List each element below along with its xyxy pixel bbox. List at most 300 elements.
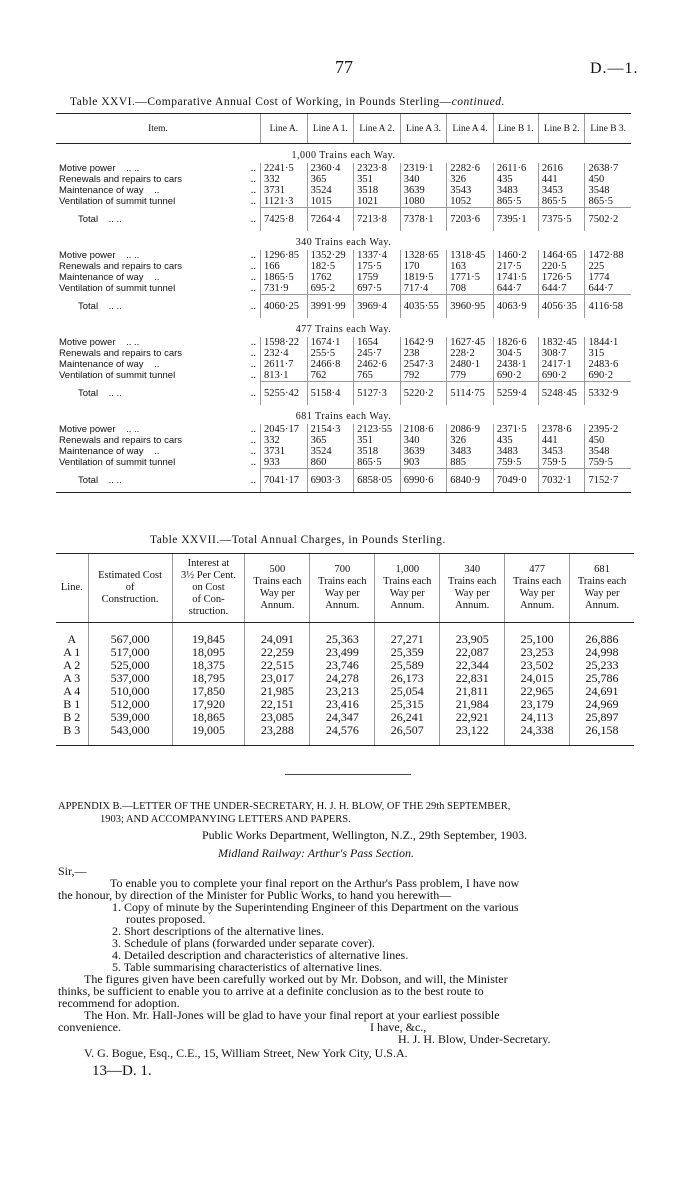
letter-item-2: 2. Short descriptions of the alternative lines. (112, 924, 324, 938)
value-cell: 4035·55 (400, 295, 447, 319)
value-cell: 1121·3 (261, 196, 308, 208)
dot-leader: .. (154, 446, 160, 457)
value-cell: 19,845 (172, 623, 245, 647)
value-cell: 17,850 (172, 685, 245, 698)
section-heading-row (56, 318, 631, 337)
value-cell: 1460·2 (493, 250, 538, 261)
value-cell: 525,000 (88, 659, 172, 672)
table-row (56, 163, 631, 174)
row-label (56, 359, 242, 370)
value-cell: 1328·65 (400, 250, 447, 261)
value-cell: 2123·55 (354, 424, 401, 435)
column-header-line: Annum. (455, 600, 490, 611)
value-cell: 22,151 (245, 698, 310, 711)
column-header-line: 340 (464, 564, 481, 575)
total-row (56, 295, 631, 319)
table-row (56, 348, 631, 359)
value-cell: 7378·1 (400, 208, 447, 232)
value-cell: 22,344 (440, 659, 505, 672)
value-cell: 1819·5 (400, 272, 447, 283)
value-cell: 25,363 (310, 623, 375, 647)
value-cell: 25,786 (570, 672, 634, 685)
line-cell: B 1 (63, 697, 81, 711)
value-cell: 25,359 (375, 646, 440, 659)
value-cell: 22,831 (440, 672, 505, 685)
value-cell: 1627·45 (447, 337, 494, 348)
value-cell: 7041·17 (261, 469, 308, 493)
value-cell: 3991·99 (307, 295, 354, 319)
value-cell: 7375·5 (538, 208, 585, 232)
value-cell: 3483 (447, 446, 494, 457)
value-cell: 255·5 (307, 348, 354, 359)
row-label-text: Maintenance of way (59, 272, 144, 283)
value-cell: 2319·1 (400, 163, 447, 174)
value-cell: 2378·6 (538, 424, 585, 435)
value-cell: 1352·29 (307, 250, 354, 261)
table-row (56, 359, 631, 370)
value-cell: 517,000 (88, 646, 172, 659)
value-cell: 731·9 (261, 283, 308, 295)
value-cell: 865·5 (354, 457, 401, 469)
value-cell: 27,271 (375, 623, 440, 647)
value-cell: 7213·8 (354, 208, 401, 232)
row-leader: .. (250, 250, 257, 261)
column-header (172, 554, 245, 623)
row-label (56, 424, 242, 435)
table-row (56, 283, 631, 295)
value-cell: 2154·3 (307, 424, 354, 435)
value-cell: 1598·22 (261, 337, 308, 348)
row-label (56, 382, 242, 406)
column-header (505, 554, 570, 623)
appendix-heading (58, 800, 638, 826)
row-label (56, 250, 242, 261)
value-cell: 2323·8 (354, 163, 401, 174)
column-header-line: Interest at (187, 558, 230, 569)
table-row (56, 337, 631, 348)
row-label-text: Motive power (59, 163, 116, 174)
row-label (56, 196, 242, 208)
value-cell: 23,288 (245, 724, 310, 746)
row-leader: .. (250, 283, 257, 294)
value-cell: 22,965 (505, 685, 570, 698)
column-header (310, 554, 375, 623)
table-26-title (70, 96, 505, 108)
row-label-text: Motive power (59, 250, 116, 261)
value-cell: 537,000 (88, 672, 172, 685)
letter-item-1-line-1: 1. Copy of minute by the Superintending Engineer of this Department on the various (112, 900, 519, 914)
table-row (56, 196, 631, 208)
value-cell: 22,259 (245, 646, 310, 659)
value-cell: 23,017 (245, 672, 310, 685)
dot-leader: .. .. (108, 300, 122, 312)
table-row (56, 724, 634, 746)
row-label-text: Ventilation of summit tunnel (59, 283, 176, 294)
column-header-line: Trains each (383, 576, 432, 587)
row-leader: .. (250, 387, 257, 399)
value-cell: 3518 (354, 446, 401, 457)
row-label (56, 457, 242, 469)
value-cell: 3483 (493, 185, 538, 196)
value-cell: 2611·7 (261, 359, 308, 370)
value-cell: 166 (261, 261, 308, 272)
letter-salutation: Sir,— (58, 864, 87, 878)
value-cell: 21,811 (440, 685, 505, 698)
value-cell: 25,233 (570, 659, 634, 672)
value-cell: 3524 (307, 446, 354, 457)
value-cell: 18,865 (172, 711, 245, 724)
value-cell: 175·5 (354, 261, 401, 272)
value-cell: 5114·75 (447, 382, 494, 406)
column-header-line: Way per (259, 588, 295, 599)
row-label-text: Total (78, 300, 99, 312)
value-cell: 5127·3 (354, 382, 401, 406)
value-cell: 24,015 (505, 672, 570, 685)
value-cell: 351 (354, 435, 401, 446)
value-cell: 3483 (493, 446, 538, 457)
dot-leader: .. (154, 185, 160, 196)
value-cell: 3548 (585, 185, 631, 196)
value-cell: 26,158 (570, 724, 634, 746)
value-cell: 6858·05 (354, 469, 401, 493)
table-26-item-header: Item. (56, 114, 261, 144)
value-cell: 6990·6 (400, 469, 447, 493)
column-header-line: Trains each (318, 576, 367, 587)
row-leader: .. (250, 359, 257, 370)
column-header-line: 477 (529, 564, 545, 575)
letter-closing: I have, &c., (370, 1020, 427, 1034)
line-cell: A 3 (63, 671, 81, 685)
value-cell: 23,179 (505, 698, 570, 711)
value-cell: 18,795 (172, 672, 245, 685)
value-cell: 708 (447, 283, 494, 295)
table-row (56, 446, 631, 457)
value-cell: 450 (585, 174, 631, 185)
value-cell: 1674·1 (307, 337, 354, 348)
column-header (375, 554, 440, 623)
value-cell: 2360·4 (307, 163, 354, 174)
row-leader: .. (250, 196, 257, 207)
line-cell: A 2 (63, 658, 81, 672)
line-cell: A 1 (63, 645, 81, 659)
value-cell: 22,087 (440, 646, 505, 659)
letter-para-1-line-2: the honour, by direction of the Minister for Public Works, to hand you herewith— (58, 888, 452, 902)
value-cell: 1741·5 (493, 272, 538, 283)
column-header-line: of (125, 582, 135, 593)
column-header-line: Trains each (448, 576, 497, 587)
value-cell: 539,000 (88, 711, 172, 724)
value-cell: 3969·4 (354, 295, 401, 319)
value-cell: 332 (261, 174, 308, 185)
section-heading: 477 Trains each Way. (295, 324, 392, 335)
value-cell: 765 (354, 370, 401, 382)
value-cell: 4063·9 (493, 295, 538, 319)
section-heading: 340 Trains each Way. (295, 237, 392, 248)
row-label (56, 261, 242, 272)
value-cell: 24,091 (245, 623, 310, 647)
document-reference: D.—1. (590, 60, 639, 77)
dot-leader: .. .. (126, 337, 140, 348)
column-header: Line A 4. (447, 114, 494, 144)
value-cell: 25,589 (375, 659, 440, 672)
value-cell: 4060·25 (261, 295, 308, 319)
value-cell: 690·2 (538, 370, 585, 382)
column-header-line: Way per (454, 588, 490, 599)
value-cell: 19,005 (172, 724, 245, 746)
value-cell: 2108·6 (400, 424, 447, 435)
row-label-text: Maintenance of way (59, 446, 144, 457)
value-cell: 1762 (307, 272, 354, 283)
table-26-title-main: Table XXVI.—Comparative Annual Cost of Working, in Pounds Sterling— (70, 96, 452, 108)
total-row (56, 382, 631, 406)
value-cell: 1774 (585, 272, 631, 283)
value-cell: 245·7 (354, 348, 401, 359)
row-leader: .. (250, 457, 257, 468)
value-cell: 644·7 (493, 283, 538, 295)
value-cell: 1021 (354, 196, 401, 208)
value-cell: 1015 (307, 196, 354, 208)
letter-para-2-line-3: recommend for adoption. (58, 996, 180, 1010)
value-cell: 232·4 (261, 348, 308, 359)
value-cell: 304·5 (493, 348, 538, 359)
total-row (56, 208, 631, 232)
column-header-line: 681 (594, 564, 610, 575)
value-cell: 22,921 (440, 711, 505, 724)
table-row (56, 250, 631, 261)
value-cell: 1318·45 (447, 250, 494, 261)
value-cell: 933 (261, 457, 308, 469)
letter-item-5: 5. Table summarising characteristics of alternative lines. (112, 960, 383, 974)
value-cell: 23,905 (440, 623, 505, 647)
value-cell: 1337·4 (354, 250, 401, 261)
value-cell: 1865·5 (261, 272, 308, 283)
value-cell: 228·2 (447, 348, 494, 359)
value-cell: 24,691 (570, 685, 634, 698)
row-leader: .. (250, 300, 257, 312)
value-cell: 2241·5 (261, 163, 308, 174)
value-cell: 23,213 (310, 685, 375, 698)
column-header-line: Annum. (390, 600, 425, 611)
value-cell: 22,515 (245, 659, 310, 672)
row-label (56, 295, 242, 319)
letter-signature: H. J. H. Blow, Under-Secretary. (398, 1032, 551, 1046)
dot-leader: .. .. (126, 424, 140, 435)
section-heading: 1,000 Trains each Way. (291, 150, 396, 161)
value-cell: 21,985 (245, 685, 310, 698)
value-cell: 3548 (585, 446, 631, 457)
value-cell: 3639 (400, 185, 447, 196)
row-label-text: Renewals and repairs to cars (59, 348, 183, 359)
value-cell: 326 (447, 174, 494, 185)
column-header (56, 554, 88, 623)
value-cell: 759·5 (493, 457, 538, 469)
letter-address: Public Works Department, Wellington, N.Z., 29th September, 1903. (202, 828, 528, 842)
table-row (56, 457, 631, 469)
value-cell: 18,095 (172, 646, 245, 659)
value-cell: 2466·8 (307, 359, 354, 370)
table-row (56, 261, 631, 272)
row-label (56, 435, 242, 446)
table-27 (56, 553, 634, 746)
value-cell: 690·2 (585, 370, 631, 382)
column-header-line: Trains each (253, 576, 302, 587)
value-cell: 697·5 (354, 283, 401, 295)
value-cell: 759·5 (585, 457, 631, 469)
table-row (56, 424, 631, 435)
row-label-text: Maintenance of way (59, 185, 144, 196)
value-cell: 1759 (354, 272, 401, 283)
value-cell: 3731 (261, 185, 308, 196)
row-label (56, 446, 242, 457)
value-cell: 690·2 (493, 370, 538, 382)
value-cell: 2483·6 (585, 359, 631, 370)
value-cell: 25,897 (570, 711, 634, 724)
section-divider (285, 774, 411, 775)
value-cell: 365 (307, 435, 354, 446)
row-label-text: Maintenance of way (59, 359, 144, 370)
row-label-text: Motive power (59, 337, 116, 348)
line-cell: B 2 (63, 710, 81, 724)
value-cell: 5158·4 (307, 382, 354, 406)
value-cell: 5220·2 (400, 382, 447, 406)
value-cell: 163 (447, 261, 494, 272)
sheet-reference: 13—D. 1. (92, 1063, 152, 1079)
table-26 (56, 113, 631, 493)
value-cell: 5248·45 (538, 382, 585, 406)
letter-para-1-line-1: To enable you to complete your final report on the Arthur's Pass problem, I have now (110, 876, 520, 890)
value-cell: 2395·2 (585, 424, 631, 435)
value-cell: 26,241 (375, 711, 440, 724)
value-cell: 351 (354, 174, 401, 185)
value-cell: 885 (447, 457, 494, 469)
column-header (88, 554, 172, 623)
letter-para-3-line-2: convenience. (58, 1020, 121, 1034)
appendix-heading-line-2: 1903; AND ACCOMPANYING LETTERS AND PAPERS. (100, 814, 351, 825)
value-cell: 3639 (400, 446, 447, 457)
total-row (56, 469, 631, 493)
appendix-heading-line-1: APPENDIX B.—LETTER OF THE UNDER-SECRETARY, H. J. H. BLOW, OF THE 29th SEPTEMBER, (58, 801, 511, 812)
column-header-line: Annum. (584, 600, 620, 611)
value-cell: 308·7 (538, 348, 585, 359)
row-label-text: Motive power (59, 424, 116, 435)
row-leader: .. (250, 185, 257, 196)
value-cell: 1771·5 (447, 272, 494, 283)
value-cell: 340 (400, 435, 447, 446)
value-cell: 1464·65 (538, 250, 585, 261)
value-cell: 510,000 (88, 685, 172, 698)
column-header: Line B 1. (493, 114, 538, 144)
value-cell: 441 (538, 435, 585, 446)
column-header (245, 554, 310, 623)
row-label (56, 337, 242, 348)
value-cell: 24,576 (310, 724, 375, 746)
row-leader: .. (250, 272, 257, 283)
column-header-line: Annum. (520, 600, 555, 611)
value-cell: 238 (400, 348, 447, 359)
value-cell: 512,000 (88, 698, 172, 711)
value-cell: 365 (307, 174, 354, 185)
row-label (56, 370, 242, 382)
value-cell: 865·5 (493, 196, 538, 208)
value-cell: 2371·5 (493, 424, 538, 435)
value-cell: 6903·3 (307, 469, 354, 493)
letter-item-3: 3. Schedule of plans (forwarded under separate cover). (112, 936, 375, 950)
column-header-line: Way per (389, 588, 425, 599)
value-cell: 792 (400, 370, 447, 382)
column-header: Line B 2. (538, 114, 585, 144)
value-cell: 2438·1 (493, 359, 538, 370)
column-header-line: Construction. (101, 594, 159, 605)
row-leader: .. (250, 348, 257, 359)
value-cell: 1844·1 (585, 337, 631, 348)
table-row (56, 370, 631, 382)
row-label-text: Renewals and repairs to cars (59, 435, 183, 446)
table-row (56, 174, 631, 185)
value-cell: 25,054 (375, 685, 440, 698)
value-cell: 3453 (538, 185, 585, 196)
dot-leader: .. .. (126, 163, 140, 174)
column-header-line: 1,000 (395, 564, 420, 575)
row-label-text: Total (78, 474, 99, 486)
value-cell: 23,502 (505, 659, 570, 672)
table-27-title: Table XXVII.—Total Annual Charges, in Pounds Sterling. (150, 534, 446, 546)
row-leader: .. (250, 163, 257, 174)
value-cell: 7049·0 (493, 469, 538, 493)
value-cell: 24,347 (310, 711, 375, 724)
value-cell: 2045·17 (261, 424, 308, 435)
value-cell: 25,315 (375, 698, 440, 711)
row-label-text: Renewals and repairs to cars (59, 261, 183, 272)
table-row (56, 435, 631, 446)
column-header-line: on Cost (192, 582, 225, 593)
value-cell: 543,000 (88, 724, 172, 746)
row-leader: .. (250, 261, 257, 272)
value-cell: 3960·95 (447, 295, 494, 319)
value-cell: 24,113 (505, 711, 570, 724)
value-cell: 1726·5 (538, 272, 585, 283)
value-cell: 717·4 (400, 283, 447, 295)
row-label-text: Renewals and repairs to cars (59, 174, 183, 185)
value-cell: 23,253 (505, 646, 570, 659)
letter-para-2-line-2: thinks, be sufficient to enable you to arrive at a definite conclusion as to the best route to (58, 984, 484, 998)
column-header-line: Annum. (325, 600, 360, 611)
value-cell: 23,746 (310, 659, 375, 672)
value-cell: 26,173 (375, 672, 440, 685)
value-cell: 695·2 (307, 283, 354, 295)
row-label-text: Ventilation of summit tunnel (59, 370, 176, 381)
letter-addressee: V. G. Bogue, Esq., C.E., 15, William Street, New York City, U.S.A. (84, 1046, 408, 1060)
value-cell: 5332·9 (585, 382, 631, 406)
dot-leader: .. .. (108, 387, 122, 399)
column-header-line: Way per (584, 588, 620, 599)
value-cell: 7152·7 (585, 469, 631, 493)
value-cell: 779 (447, 370, 494, 382)
row-leader: .. (250, 174, 257, 185)
letter-para-3-line-1: The Hon. Mr. Hall-Jones will be glad to have your final report at your earliest possible (84, 1008, 500, 1022)
column-header: Line A. (261, 114, 308, 144)
value-cell: 24,278 (310, 672, 375, 685)
row-leader: .. (250, 370, 257, 381)
row-label (56, 174, 242, 185)
row-leader: .. (250, 446, 257, 457)
value-cell: 2616 (538, 163, 585, 174)
value-cell: 24,998 (570, 646, 634, 659)
value-cell: 220·5 (538, 261, 585, 272)
table-row (56, 185, 631, 196)
value-cell: 865·5 (538, 196, 585, 208)
column-header-line: Annum. (260, 600, 295, 611)
value-cell: 2480·1 (447, 359, 494, 370)
